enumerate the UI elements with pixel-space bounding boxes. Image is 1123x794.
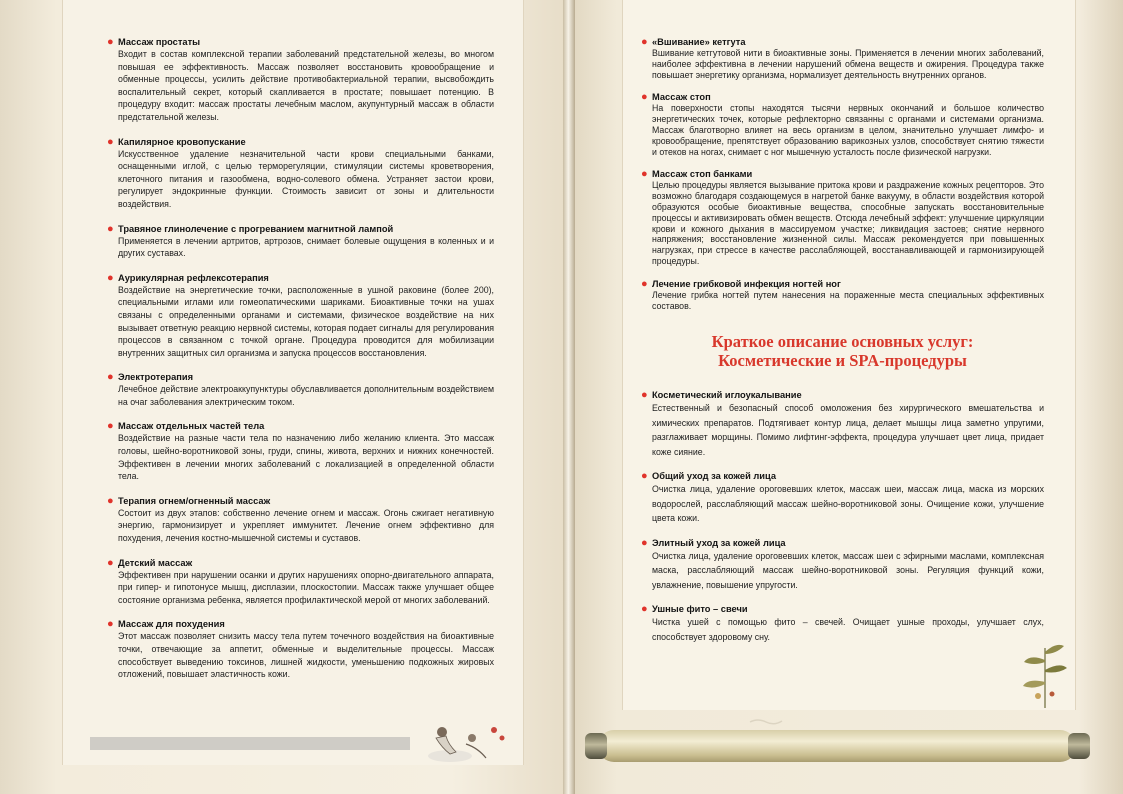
service-title: Общий уход за кожей лица — [652, 471, 776, 482]
service-description: Воздействие на энергетические точки, расположенные в ушной раковине (более 200), специальными иглами или гомеопатическими шариками. Биоактивные точки на ушах связаны с определенными органами и системами, физическое воздействие на них вызывает ответную реакцию нервной системы, которая подает сигналы для регулирования процессов в связанном с точкой органе. Процедура проводится для мобилизации внутренних защитных сил организма и запуска процессов восстановления. — [118, 284, 494, 358]
service-item — [641, 470, 1044, 526]
service-description: Чистка ушей с помощью фито – свечей. Очищает ушные проходы, улучшает слух, способствует здоровому сну. — [652, 617, 1044, 642]
service-title: Косметический иглоукалывание — [652, 390, 802, 401]
service-title: Массаж отдельных частей тела — [118, 421, 265, 432]
section-heading-line1: Краткое описание основных услуг: — [711, 332, 974, 352]
service-item — [107, 371, 494, 408]
service-description: Воздействие на разные части тела по назначению либо желанию клиента. Это массаж головы, шейно-воротниковой зоны, груди, спины, живота, верхних и нижних конечностей. Эффективен в лечении многих заболеваний с локализацией в определенной области тела. — [118, 433, 494, 482]
service-description: Состоит из двух этапов: собственно лечение огнем и массаж. Огонь сжигает негативную энергию, гармонизирует и укрепляет иммунитет. Лечение огнем эффективно для похудения, лечения костно-мышечной системы и суставов. — [118, 507, 494, 544]
service-description: Этот массаж позволяет снизить массу тела путем точечного воздействия на биоактивные точки, отвечающие за аппетит, обменные и выделительные процессы. Массаж способствует выведению токсинов, лишней жидкости, уменьшению подкожных жировых отложений, повышает эластичность кожи. — [118, 631, 494, 680]
herb-illustration — [1020, 638, 1070, 708]
service-title: Детский массаж — [118, 557, 193, 568]
bullet-icon: ● — [107, 135, 114, 148]
service-description: Естественный и безопасный способ омоложения без хирургического вмешательства и химических препаратов. Подтягивает контур лица, делает мышцы лица заметно упругими, разглаживает морщины. Помимо лифтинг-эффекта, процедура улучшает цвет лица, придает коже сияние. — [652, 403, 1044, 457]
bullet-icon: ● — [641, 470, 648, 483]
service-item — [641, 91, 1044, 157]
service-description: Целью процедуры является вызывание притока крови и раздражение кожных рецепторов. Это возможно благодаря создающемуся в нагретой банке вакууму, в области воздействия которой образуются особые биоактивные вещества, способные запускать восстановительные процессы и активизировать обмен веществ. Отсюда лечебный эффект: улучшение циркуляции крови и кожного дыхания в массируемом участке; ликвидация застоев; снятие нервного напряжения; восстановление жизненной силы. Массаж рекомендуется при повышенных нагрузках, при стрессе в качестве расслабляющей, восстанавливающей и гармонизирующей процедуры. — [652, 180, 1044, 266]
service-description: Входит в состав комплексной терапии заболеваний предстательной железы, во многом повышая ее эффективность. Массаж позволяет восстановить кровообращение и обменные процессы, усилить действие противобактериальной терапии, высвобождить воспалительный секрет, который скапливается в простате; повышает потенцию. В процедуру входит: массаж простаты лечебным маслом, акупунтурный массаж в области предстательной железы. — [118, 49, 494, 122]
section-heading-line2: Косметические и SPA-процедуры — [718, 351, 967, 371]
service-title: Ушные фито – свечи — [652, 604, 748, 615]
massage-illustration — [420, 718, 510, 766]
service-description: Лечение грибка ногтей путем нанесения на пораженные места специальных эффективных составов. — [652, 289, 1044, 311]
bullet-icon: ● — [107, 271, 114, 284]
service-item — [107, 557, 494, 607]
service-item — [107, 618, 494, 680]
service-description: Очистка лица, удаление ороговевших клеток, массаж шеи с эфирными маслами, комплексная маска, расслабляющий массаж шейно-воротниковой зоны. Регуляция функций кожи, увлажнение, повышение упругости. — [652, 550, 1044, 590]
service-description: На поверхности стопы находятся тысячи нервных окончаний и большое количество энергетических точек, которые рефлекторно связанны с органами и системами организма. Массаж благотворно влияет на весь организм в целом, значительно улучшает лимфо- и кровообращение, препятствует образованию варикозных узлов, способствует снятию тяжести и отеков на ногах, снимает с ног мышечную усталость после физической нагрузки. — [652, 103, 1044, 157]
service-title: «Вшивание» кетгута — [652, 37, 746, 47]
service-item — [107, 420, 494, 482]
bullet-icon: ● — [641, 536, 648, 549]
service-description: Лечебное действие электроаккупунктуры обуславливается дополнительным воздействием на очаг заболевания электрическим током. — [118, 384, 494, 407]
bullet-icon: ● — [107, 222, 114, 235]
service-item — [107, 272, 494, 360]
decorative-band — [90, 737, 410, 750]
service-title: Массаж для похудения — [118, 619, 225, 630]
service-item — [641, 389, 1044, 459]
service-title: Элитный уход за кожей лица — [652, 537, 786, 548]
service-item — [107, 495, 494, 545]
scroll-knob-left — [585, 733, 607, 759]
service-description: Вшивание кетгутовой нити в биоактивные зоны. Применяется в лечении многих заболеваний, наиболее эффективна в лечении нарушений обмена веществ и ожирения. Процедура также повышает энергетику организма, нормализует деятельность внутренних органов. — [652, 48, 1044, 80]
service-item — [641, 36, 1044, 80]
service-title: Аурикулярная рефлексотерапия — [118, 272, 269, 283]
bullet-icon: ● — [641, 168, 648, 181]
service-title: Капилярное кровопускание — [118, 136, 246, 147]
left-column — [107, 36, 494, 693]
bullet-icon: ● — [107, 36, 114, 48]
service-description: Применяется в лечении артритов, артрозов, снимает болевые ощущения в коленных и и других суставах. — [118, 235, 494, 259]
service-title: Лечение грибковой инфекция ногтей ног — [652, 278, 841, 289]
bullet-icon: ● — [641, 389, 648, 402]
service-title: Массаж стоп — [652, 92, 711, 103]
service-description: Эффективен при нарушении осанки и других нарушениях опорно-двигательного аппарата, при гипер- и гипотонусе мышц, дисплазии, плоскостопии. Массаж также улучшает общее состояние организма ребенка, является профилактической мерой от многих заболеваний. — [118, 569, 494, 605]
service-item — [641, 278, 1044, 312]
service-description: Очистка лица, удаление ороговевших клеток, массаж шеи, массаж лица, маска из морских водорослей, расслабляющий массаж шейно-воротниковой зоны. Очищение кожи, улучшение цвета кожи. — [652, 484, 1044, 524]
service-item — [641, 603, 1044, 644]
service-item — [641, 168, 1044, 266]
service-item — [107, 136, 494, 211]
bullet-icon: ● — [641, 91, 648, 104]
bullet-icon: ● — [107, 420, 114, 433]
bullet-icon: ● — [107, 556, 114, 569]
scroll-rod — [598, 730, 1076, 762]
bullet-icon: ● — [641, 277, 648, 290]
paper-smudge — [748, 716, 784, 726]
service-title: Терапия огнем/огненный массаж — [118, 495, 271, 506]
scroll-knob-right — [1068, 733, 1090, 759]
bullet-icon: ● — [641, 603, 648, 616]
service-title: Электротерапия — [118, 372, 193, 383]
bullet-icon: ● — [107, 494, 114, 507]
bullet-icon: ● — [107, 618, 114, 631]
bullet-icon: ● — [107, 371, 114, 384]
service-item — [107, 36, 494, 124]
service-title: Массаж стоп банками — [652, 169, 753, 180]
service-item — [107, 223, 494, 260]
service-description: Искусственное удаление незначительной части крови специальными банками, оснащенными иглой, с целью терморегуляции, стимуляции системы кроветворения, клеточного питания и газообмена, водно-солевого обмена. Устраняет застои крови, регулирует эндокринные функции. Стоимость зависит от зоны и длительности воздействия. — [118, 148, 494, 209]
service-title: Травяное глинолечение с прогреванием магнитной лампой — [118, 223, 394, 234]
book-gutter — [563, 0, 575, 794]
right-column — [641, 36, 1044, 655]
service-title: Массаж простаты — [118, 37, 201, 47]
service-item — [641, 537, 1044, 593]
section-heading — [641, 332, 1044, 370]
bullet-icon: ● — [641, 36, 648, 48]
